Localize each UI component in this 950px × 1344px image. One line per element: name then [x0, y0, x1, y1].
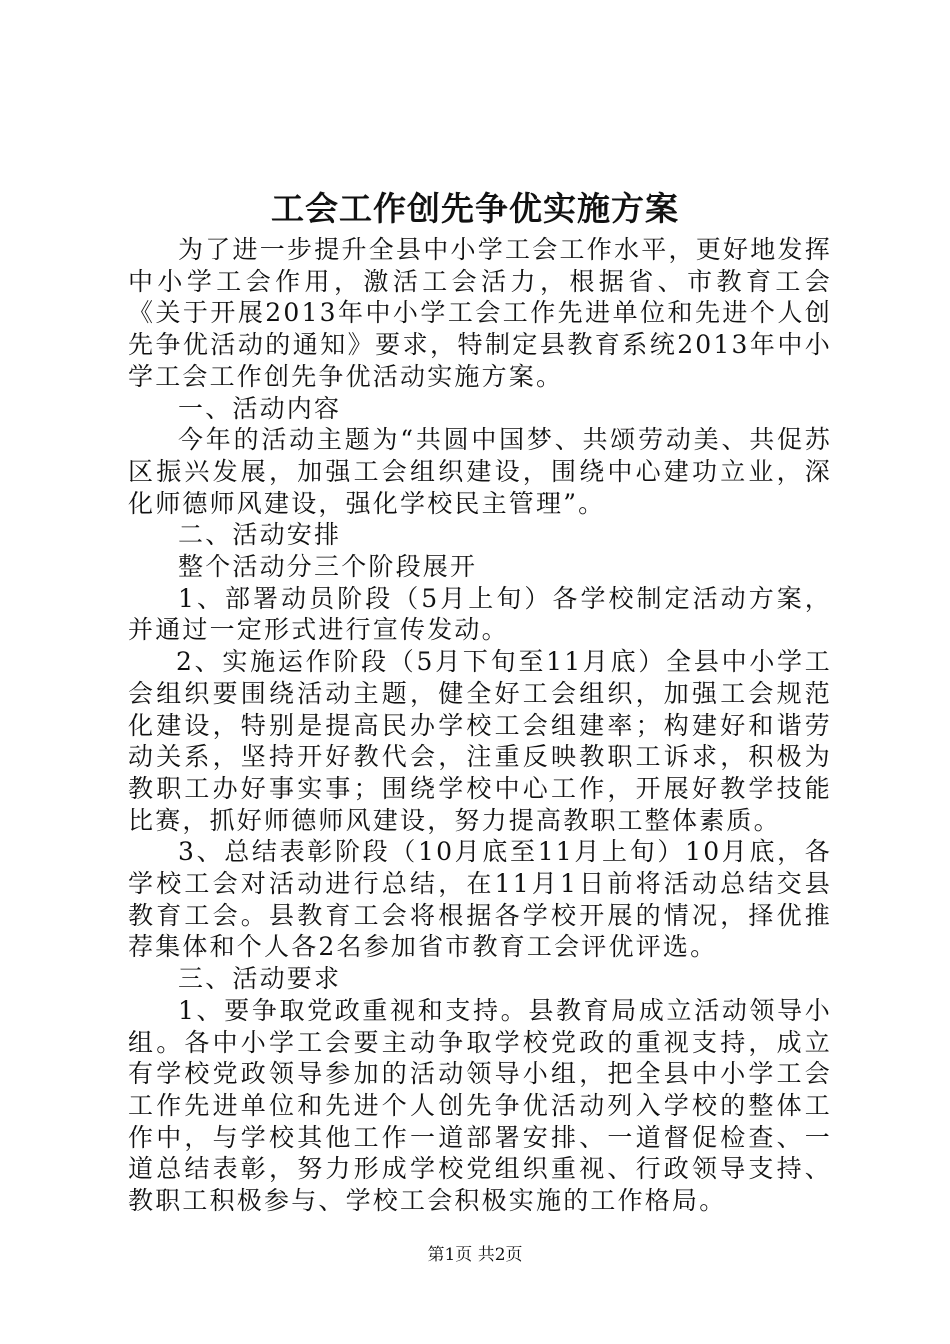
stage-2-paragraph: 2、实施运作阶段（5月下旬至11月底）全县中小学工会组织要围绕活动主题，健全好工会组织，加强工会规范化建设，特别是提高民办学校工会组建率；构建好和谐劳动关系，坚持开好教代会，注重反映教职工诉求，积极为教职工办好事实事；围绕学校中心工作，开展好教学技能比赛，抓好师德师风建设，努力提高教职工整体素质。 [128, 647, 832, 835]
intro-paragraph: 为了进一步提升全县中小学工会工作水平，更好地发挥中小学工会作用，激活工会活力，根据省、市教育工会《关于开展2013年中小学工会工作先进单位和先进个人创先争优活动的通知》要求，特制定县教育系统2013年中小学工会工作创先争优活动实施方案。 [128, 235, 832, 391]
requirement-1-paragraph: 1、要争取党政重视和支持。县教育局成立活动领导小组。各中小学工会要主动争取学校党政的重视支持，成立有学校党政领导参加的活动领导小组，把全县中小学工会工作先进单位和先进个人创先争优活动列入学校的整体工作中，与学校其他工作一道部署安排、一道督促检查、一道总结表彰，努力形成学校党组织重视、行政领导支持、教职工积极参与、学校工会积极实施的工作格局。 [128, 995, 832, 1216]
section-heading-activity-requirements: 三、活动要求 [178, 964, 342, 994]
document-title: 工会工作创先争优实施方案 [271, 189, 679, 228]
page-number-footer: 第1页 共2页 [427, 1245, 523, 1265]
stages-intro-paragraph: 整个活动分三个阶段展开 [178, 552, 478, 582]
section-heading-activity-content: 一、活动内容 [178, 393, 342, 423]
section-heading-activity-arrangement: 二、活动安排 [178, 520, 342, 550]
stage-3-paragraph: 3、总结表彰阶段（10月底至11月上旬）10月底，各学校工会对活动进行总结，在11月1日前将活动总结交县教育工会。县教育工会将根据各学校开展的情况，择优推荐集体和个人各2名参加省市教育工会评优评选。 [128, 837, 832, 962]
document-body [128, 234, 832, 1217]
theme-paragraph: 今年的活动主题为“共圆中国梦、共颂劳动美、共促苏区振兴发展，加强工会组织建设，围绕中心建功立业，深化师德师风建设，强化学校民主管理”。 [128, 425, 832, 518]
stage-1-paragraph: 1、部署动员阶段（5月上旬）各学校制定活动方案，并通过一定形式进行宣传发动。 [128, 583, 832, 645]
